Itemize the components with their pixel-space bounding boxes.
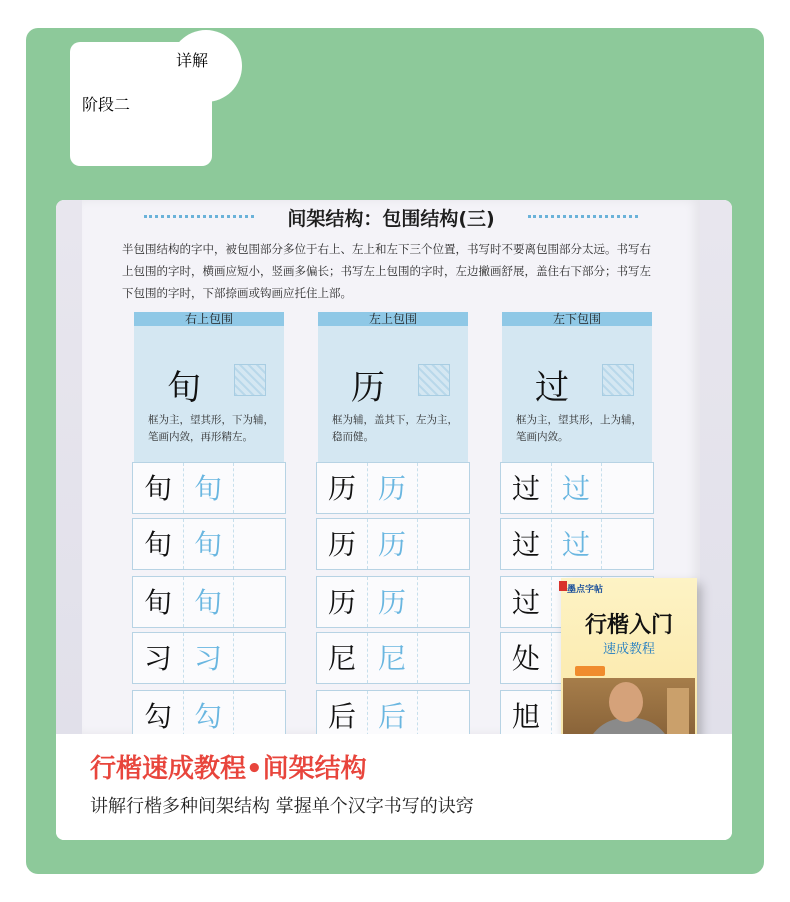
trace-character: 习	[193, 642, 222, 675]
practice-row	[132, 462, 286, 514]
brand-logo-icon	[559, 581, 567, 591]
trace-character: 勾	[193, 700, 222, 733]
trace-character: 旬	[193, 472, 222, 505]
structure-diagram-icon	[418, 364, 450, 396]
model-character: 尼	[327, 642, 356, 675]
structure-diagram-icon	[602, 364, 634, 396]
column-header-label: 左下包围	[552, 312, 601, 326]
example-character: 历	[351, 368, 385, 408]
detail-label: 详解	[176, 51, 209, 70]
example-character: 旬	[167, 368, 201, 408]
model-character: 处	[511, 642, 540, 675]
column-header-bar	[502, 312, 652, 326]
practice-row	[316, 518, 470, 570]
practice-row	[500, 462, 654, 514]
model-character: 过	[511, 472, 540, 505]
column-header-bar	[318, 312, 468, 326]
practice-row	[316, 632, 470, 684]
trace-character: 历	[377, 586, 406, 619]
model-character: 勾	[143, 700, 172, 733]
column-header-bar	[134, 312, 284, 326]
model-character: 历	[327, 528, 356, 561]
book-title: 行楷入门	[584, 613, 673, 638]
book-tag-badge	[575, 666, 605, 676]
trace-character: 历	[377, 528, 406, 561]
caption-area	[56, 734, 732, 840]
trace-character: 过	[561, 472, 590, 505]
trace-character: 后	[377, 700, 406, 733]
model-character: 历	[327, 472, 356, 505]
intro-text: 半包围结构的字中，被包围部分多位于右上、左上和左下三个位置，书写时不要离包围部分太远。书写右上包围的字时，横画应短小，竖画多偏长；书写左上包围的字时，左边撇画舒展，盖住右下部分；书写左下包围的字时，下部捺画或钩画应托住上部。	[122, 242, 651, 300]
column-header-label: 左上包围	[368, 312, 417, 326]
trace-character: 尼	[377, 642, 406, 675]
practice-row	[316, 462, 470, 514]
stage-title: 阶段二	[82, 95, 131, 114]
column-header-label: 右上包围	[184, 312, 233, 326]
column-description: 框为主，望其形，下为辅，笔画内敛，再形精左。	[148, 414, 274, 443]
trace-character: 历	[377, 472, 406, 505]
model-character: 旭	[511, 700, 540, 733]
caption-subtitle: 讲解行楷多种间架结构 掌握单个汉字书写的诀窍	[90, 796, 474, 817]
model-character: 过	[511, 586, 540, 619]
model-character: 历	[327, 586, 356, 619]
practice-row	[132, 632, 286, 684]
trace-character: 旬	[193, 528, 222, 561]
trace-character: 过	[561, 528, 590, 561]
practice-row	[500, 518, 654, 570]
column-header-card	[318, 312, 468, 468]
practice-row	[316, 576, 470, 628]
model-character: 习	[143, 642, 172, 675]
model-character: 过	[511, 528, 540, 561]
column-header-card	[134, 312, 284, 468]
model-character: 旬	[143, 472, 172, 505]
content-card	[56, 200, 732, 840]
column-header-card	[502, 312, 652, 468]
model-character: 后	[327, 700, 356, 733]
book-brand: 墨点字帖	[567, 585, 604, 595]
column-description: 框为主，望其形，上为辅，笔画内敛。	[516, 414, 642, 443]
trace-character: 旬	[193, 586, 222, 619]
column-description: 框为辅，盖其下，左为主，稳而健。	[332, 414, 458, 443]
structure-diagram-icon	[234, 364, 266, 396]
practice-row	[132, 518, 286, 570]
model-character: 旬	[143, 586, 172, 619]
book-subtitle: 速成教程	[602, 642, 655, 657]
caption-title: 行楷速成教程•间架结构	[90, 754, 367, 784]
practice-row	[132, 576, 286, 628]
example-character: 过	[535, 368, 569, 408]
page-title: 间架结构：包围结构(三)	[287, 208, 495, 230]
model-character: 旬	[143, 528, 172, 561]
